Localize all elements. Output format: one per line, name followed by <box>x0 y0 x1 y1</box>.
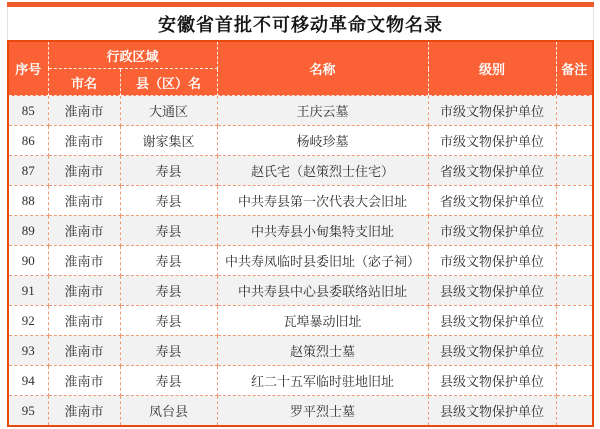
cell-county: 谢家集区 <box>120 126 217 156</box>
cell-serial: 87 <box>8 156 48 186</box>
table-row <box>8 156 593 186</box>
cell-level: 市级文物保护单位 <box>428 126 556 156</box>
header-name: 名称 <box>217 41 428 96</box>
table-row <box>8 276 593 306</box>
relics-table <box>7 40 594 427</box>
cell-remark <box>556 246 593 276</box>
cell-serial: 95 <box>8 396 48 427</box>
header-serial: 序号 <box>8 41 48 96</box>
cell-level: 县级文物保护单位 <box>428 396 556 427</box>
cell-name: 杨岐珍墓 <box>217 126 428 156</box>
relics-table-container <box>7 2 594 427</box>
cell-serial: 92 <box>8 306 48 336</box>
cell-city: 淮南市 <box>48 306 120 336</box>
cell-name: 中共寿县中心县委联络站旧址 <box>217 276 428 306</box>
cell-level: 市级文物保护单位 <box>428 246 556 276</box>
cell-level: 省级文物保护单位 <box>428 156 556 186</box>
cell-city: 淮南市 <box>48 216 120 246</box>
cell-remark <box>556 306 593 336</box>
cell-name: 瓦埠暴动旧址 <box>217 306 428 336</box>
cell-serial: 89 <box>8 216 48 246</box>
cell-county: 寿县 <box>120 276 217 306</box>
cell-county: 寿县 <box>120 336 217 366</box>
cell-serial: 85 <box>8 96 48 126</box>
cell-remark <box>556 126 593 156</box>
cell-county: 寿县 <box>120 156 217 186</box>
cell-remark <box>556 366 593 396</box>
cell-level: 县级文物保护单位 <box>428 336 556 366</box>
cell-level: 县级文物保护单位 <box>428 276 556 306</box>
table-row <box>8 306 593 336</box>
cell-city: 淮南市 <box>48 336 120 366</box>
cell-remark <box>556 336 593 366</box>
header-level: 级别 <box>428 41 556 96</box>
table-body <box>8 96 593 427</box>
table-row <box>8 186 593 216</box>
cell-name: 中共寿凤临时县委旧址（宓子祠） <box>217 246 428 276</box>
cell-remark <box>556 396 593 427</box>
page-title: 安徽省首批不可移动革命文物名录 <box>158 14 443 35</box>
cell-serial: 94 <box>8 366 48 396</box>
cell-remark <box>556 96 593 126</box>
cell-level: 市级文物保护单位 <box>428 96 556 126</box>
cell-county: 大通区 <box>120 96 217 126</box>
cell-city: 淮南市 <box>48 96 120 126</box>
cell-serial: 91 <box>8 276 48 306</box>
table-row <box>8 396 593 427</box>
header-region-group: 行政区域 <box>48 41 217 69</box>
cell-county: 寿县 <box>120 216 217 246</box>
cell-city: 淮南市 <box>48 156 120 186</box>
cell-county: 寿县 <box>120 186 217 216</box>
table-row <box>8 336 593 366</box>
cell-city: 淮南市 <box>48 246 120 276</box>
cell-name: 中共寿县第一次代表大会旧址 <box>217 186 428 216</box>
table-row <box>8 216 593 246</box>
cell-serial: 90 <box>8 246 48 276</box>
cell-county: 寿县 <box>120 246 217 276</box>
cell-name: 罗平烈士墓 <box>217 396 428 427</box>
cell-city: 淮南市 <box>48 366 120 396</box>
cell-serial: 93 <box>8 336 48 366</box>
cell-remark <box>556 276 593 306</box>
title-section <box>7 7 594 40</box>
cell-serial: 88 <box>8 186 48 216</box>
cell-level: 县级文物保护单位 <box>428 306 556 336</box>
header-county: 县（区）名 <box>120 69 217 96</box>
cell-county: 凤台县 <box>120 396 217 427</box>
cell-level: 省级文物保护单位 <box>428 186 556 216</box>
cell-remark <box>556 156 593 186</box>
cell-remark <box>556 186 593 216</box>
cell-name: 红二十五军临时驻地旧址 <box>217 366 428 396</box>
cell-serial: 86 <box>8 126 48 156</box>
header-remark: 备注 <box>556 41 593 96</box>
cell-city: 淮南市 <box>48 186 120 216</box>
header-city: 市名 <box>48 69 120 96</box>
cell-name: 王庆云墓 <box>217 96 428 126</box>
cell-county: 寿县 <box>120 306 217 336</box>
table-row <box>8 246 593 276</box>
table-row <box>8 96 593 126</box>
cell-level: 市级文物保护单位 <box>428 216 556 246</box>
cell-city: 淮南市 <box>48 276 120 306</box>
table-row <box>8 366 593 396</box>
cell-name: 中共寿县小甸集特支旧址 <box>217 216 428 246</box>
cell-level: 县级文物保护单位 <box>428 366 556 396</box>
cell-name: 赵策烈士墓 <box>217 336 428 366</box>
cell-city: 淮南市 <box>48 126 120 156</box>
table-header <box>8 41 593 96</box>
cell-city: 淮南市 <box>48 396 120 427</box>
cell-county: 寿县 <box>120 366 217 396</box>
table-row <box>8 126 593 156</box>
cell-remark <box>556 216 593 246</box>
cell-name: 赵氏宅（赵策烈士住宅） <box>217 156 428 186</box>
